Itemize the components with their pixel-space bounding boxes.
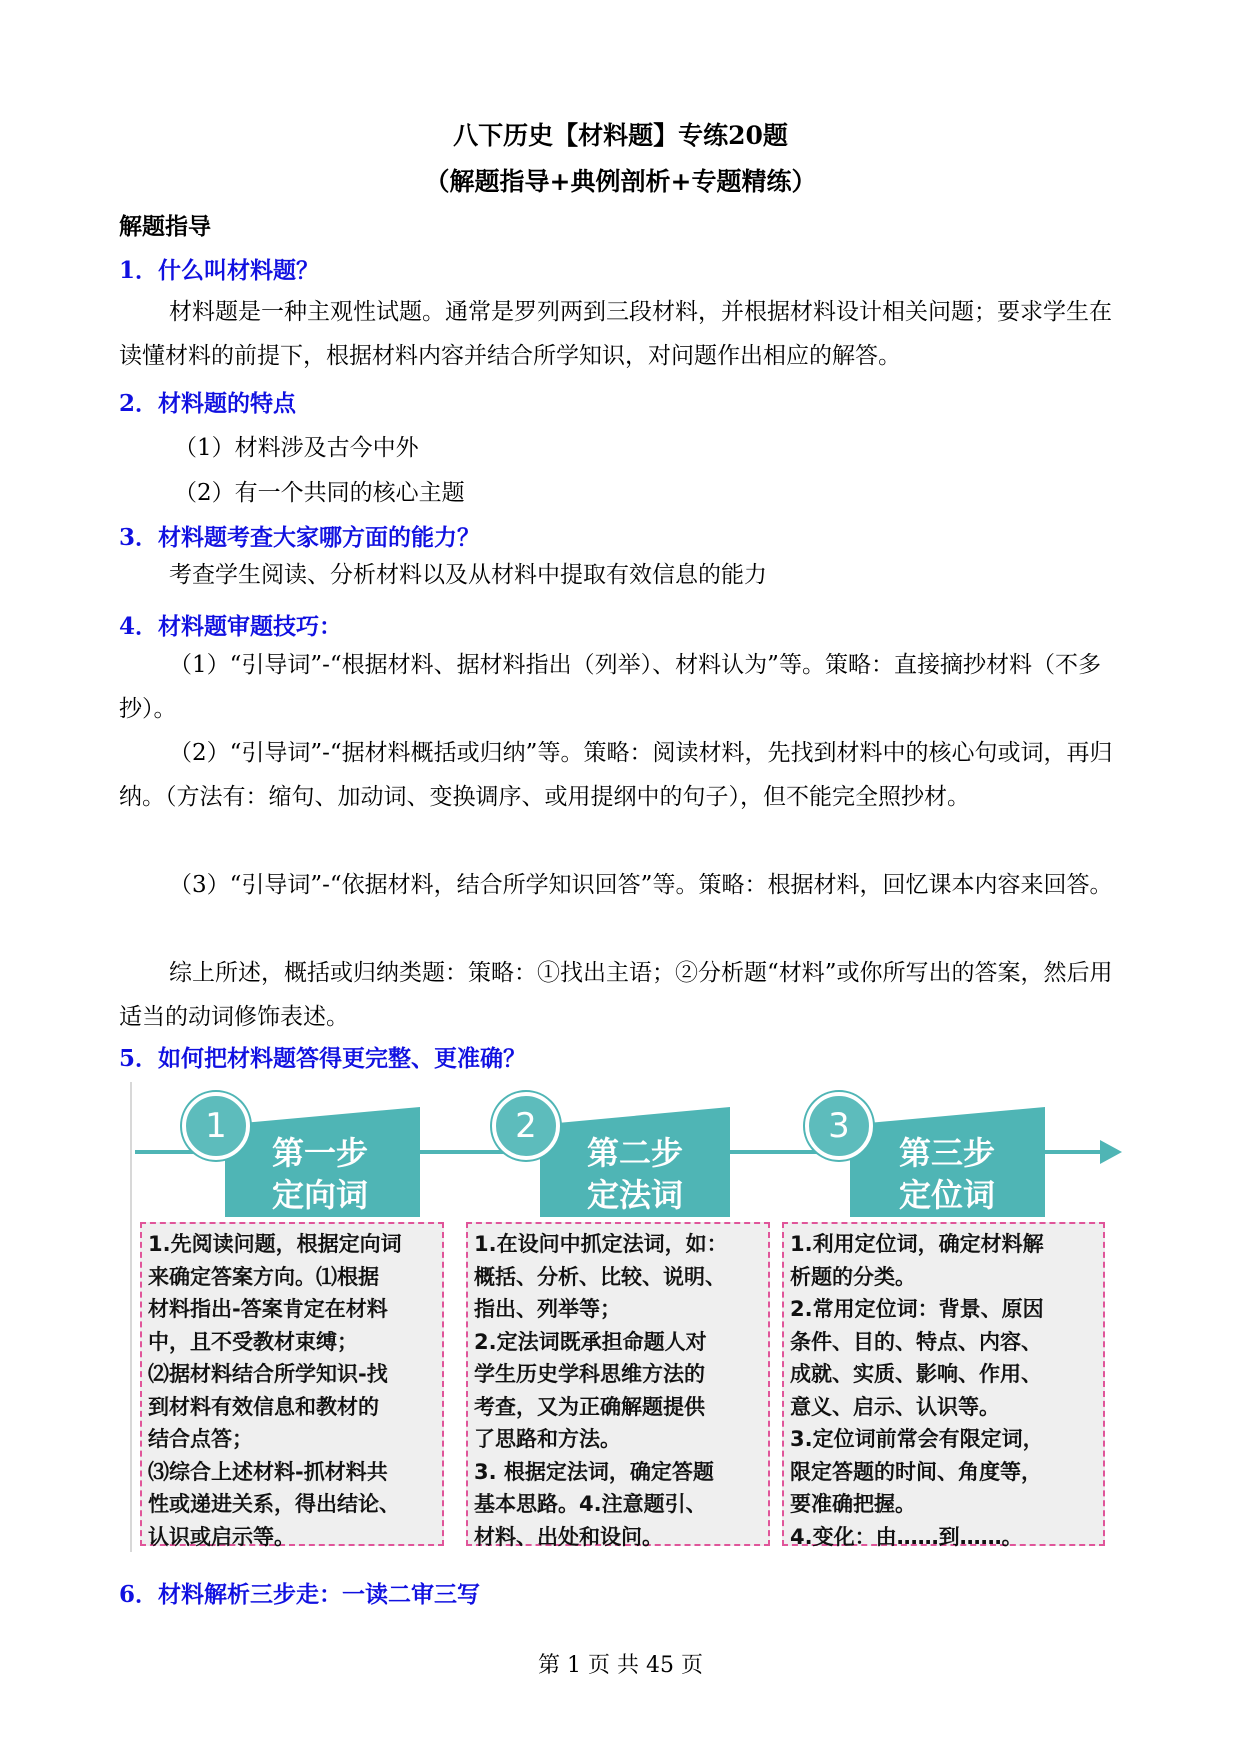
step-1-line: 来确定答案方向。⑴根据: [148, 1264, 379, 1289]
section-4-paragraph-2: （2）“引导词”-“据材料概括或归纳”等。策略：阅读材料，先找到材料中的核心句或词，再归纳。（方法有：缩句、加动词、变换调序、或用提纲中的句子），但不能完全照抄材。: [119, 740, 1113, 810]
step-2-line: 材料、出处和设问。: [474, 1524, 663, 1549]
step-2-line: 学生历史学科思维方法的: [474, 1362, 705, 1386]
section-2-item-1: （1）材料涉及古今中外: [174, 435, 419, 461]
step-1-line: 中，且不受教材束缚；: [148, 1329, 358, 1354]
step-3-line: 成就、实质、影响、作用、: [790, 1362, 1042, 1386]
step-1-line: 1.先阅读问题，根据定向词: [148, 1232, 402, 1256]
step-2-card: [466, 1222, 770, 1549]
section-2-item-2: （2）有一个共同的核心主题: [174, 480, 465, 506]
step-2-line: 指出、列举等；: [474, 1297, 621, 1321]
page-subtitle: （解题指导+典例剖析+专题精练）: [424, 167, 817, 196]
step-1-line: 到材料有效信息和教材的: [148, 1394, 379, 1419]
step-3-line: 3.定位词前常会有限定词，: [790, 1427, 1044, 1451]
step-1-line: 性或递进关系，得出结论、: [148, 1492, 400, 1516]
step-2-line: 了思路和方法。: [474, 1427, 621, 1451]
step-2-title-line1: 第二步: [586, 1134, 683, 1172]
step-2-title-line2: 定法词: [586, 1176, 683, 1214]
step-3-line: 析题的分类。: [790, 1264, 916, 1289]
step-1-title-line1: 第一步: [271, 1134, 368, 1172]
step-3-card: [782, 1222, 1105, 1549]
diagram-left-rule: [130, 1082, 132, 1552]
step-3-title: [872, 1132, 1022, 1216]
step-3-line: 4.变化：由……到……。: [790, 1524, 1023, 1549]
section-2-heading: 2．材料题的特点: [119, 390, 297, 417]
step-2-line: 1.在设问中抓定法词，如：: [474, 1232, 728, 1256]
step-2-line: 2.定法词既承担命题人对: [474, 1329, 707, 1354]
step-1-title: [245, 1132, 395, 1216]
step-2-line: 考查，又为正确解题提供: [474, 1394, 705, 1419]
step-1-number: 1: [182, 1092, 250, 1160]
step-1-line: 结合点答；: [148, 1427, 253, 1451]
step-1-card: [140, 1222, 444, 1549]
section-6-heading: 6．材料解析三步走：一读二审三写: [119, 1581, 481, 1608]
step-3-line: 条件、目的、特点、内容、: [790, 1329, 1042, 1354]
step-1-line: 材料指出-答案肯定在材料: [148, 1297, 388, 1321]
step-3-line: 2.常用定位词：背景、原因: [790, 1297, 1044, 1321]
step-3-line: 要准确把握。: [790, 1492, 916, 1516]
section-1-heading: 1．什么叫材料题？: [119, 257, 320, 284]
page-footer: 第 1 页 共 45 页: [538, 1653, 703, 1678]
step-3-title-line1: 第三步: [898, 1134, 995, 1172]
step-3-line: 意义、启示、认识等。: [790, 1394, 1000, 1419]
step-2-line: 基本思路。4.注意题引、: [474, 1492, 707, 1516]
step-3-line: 限定答题的时间、角度等，: [790, 1459, 1042, 1484]
section-4-paragraph-1: （1）“引导词”-“根据材料、据材料指出（列举）、材料认为”等。策略：直接摘抄材料（不多抄）。: [119, 652, 1101, 722]
step-3-title-line2: 定位词: [898, 1176, 995, 1214]
section-4-paragraph-3: （3）“引导词”-“依据材料，结合所学知识回答”等。策略：根据材料，回忆课本内容来回答。: [169, 872, 1113, 898]
step-1-title-line2: 定向词: [271, 1176, 368, 1214]
step-2-number: 2: [492, 1092, 560, 1160]
step-2-title: [560, 1132, 710, 1216]
flow-arrow-icon: [1100, 1140, 1122, 1164]
section-1-paragraph: 材料题是一种主观性试题。通常是罗列两到三段材料，并根据材料设计相关问题；要求学生在读懂材料的前提下，根据材料内容并结合所学知识，对问题作出相应的解答。: [119, 299, 1112, 369]
section-4-paragraph-4: 综上所述，概括或归纳类题：策略：①找出主语；②分析题“材料”或你所写出的答案，然后用适当的动词修饰表述。: [119, 960, 1113, 1030]
step-1-line: 认识或启示等。: [148, 1524, 295, 1549]
step-3-number: 3: [805, 1092, 873, 1160]
guide-heading: 解题指导: [119, 213, 211, 240]
section-3-paragraph: 考查学生阅读、分析材料以及从材料中提取有效信息的能力: [169, 562, 767, 588]
section-5-heading: 5．如何把材料题答得更完整、更准确？: [119, 1045, 527, 1072]
step-2-line: 概括、分析、比较、说明、: [474, 1264, 726, 1289]
step-3-line: 1.利用定位词，确定材料解: [790, 1232, 1044, 1256]
section-4-heading: 4．材料题审题技巧：: [119, 613, 343, 640]
page-title: 八下历史【材料题】专练20题: [453, 121, 788, 150]
three-steps-diagram: [130, 1082, 1126, 1554]
step-2-line: 3. 根据定法词，确定答题: [474, 1459, 714, 1484]
step-1-line: ⑶综合上述材料-抓材料共: [148, 1459, 388, 1484]
section-3-heading: 3．材料题考查大家哪方面的能力？: [119, 524, 481, 551]
step-1-line: ⑵据材料结合所学知识-找: [148, 1362, 388, 1386]
